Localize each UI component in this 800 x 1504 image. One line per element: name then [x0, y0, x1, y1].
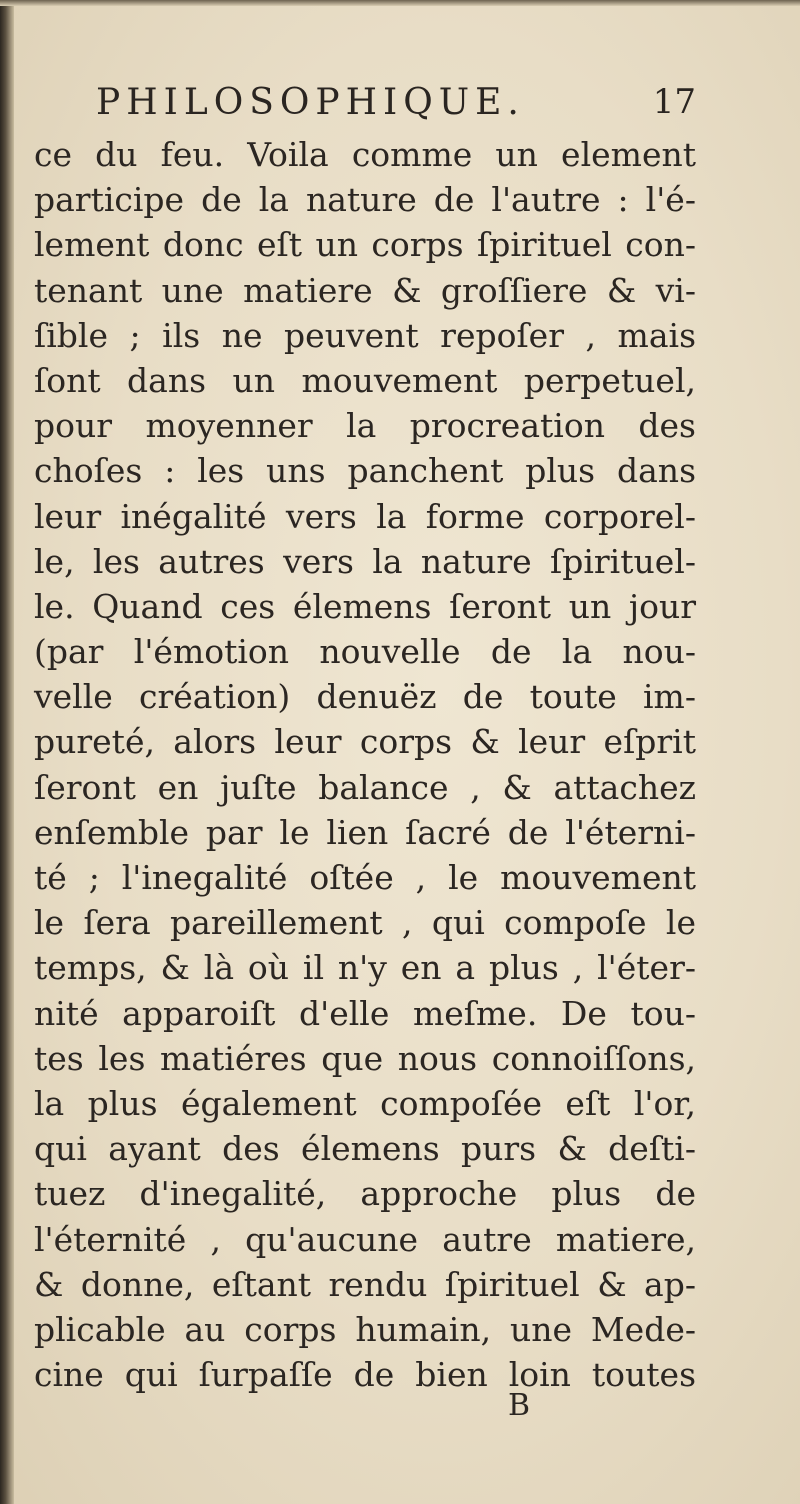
- text-line: leur inégalité vers la forme corporel-: [34, 496, 696, 536]
- body-text: [34, 132, 696, 1397]
- text-line: la plus également compoſée eſt l'or,: [34, 1083, 696, 1123]
- text-line: ſont dans un mouvement perpetuel,: [34, 360, 696, 400]
- text-line: enſemble par le lien ſacré de l'éterni-: [34, 812, 696, 852]
- text-line: participe de la nature de l'autre : l'é-: [34, 180, 696, 220]
- text-line: nité apparoiſt d'elle meſme. De tou-: [34, 993, 696, 1033]
- page-number: 17: [652, 82, 696, 122]
- text-line: tuez d'inegalité, approche plus de: [34, 1174, 696, 1214]
- text-line: tenant une matiere & groſſiere & vi-: [34, 270, 696, 310]
- text-line: tes les matiéres que nous connoiſſons,: [34, 1038, 696, 1078]
- text-line: cine qui ſurpaſſe de bien loin toutes: [34, 1355, 696, 1395]
- text-line: le ſera pareillement , qui compoſe le: [34, 903, 696, 943]
- text-line: (par l'émotion nouvelle de la nou-: [34, 632, 696, 672]
- text-line: temps, & là où il n'y en a plus , l'éter-: [34, 948, 696, 988]
- top-page-edge: [0, 0, 800, 6]
- text-line: ſible ; ils ne peuvent repoſer , mais: [34, 315, 696, 355]
- text-line: pureté, alors leur corps & leur eſprit: [34, 722, 696, 762]
- text-line: le, les autres vers la nature ſpirituel-: [34, 541, 696, 581]
- text-line: pour moyenner la procreation des: [34, 406, 696, 446]
- text-line: & donne, eſtant rendu ſpirituel & ap-: [34, 1264, 696, 1304]
- text-line: té ; l'inegalité oſtée , le mouvement: [34, 858, 696, 897]
- running-title: PHILOSOPHIQUE.: [96, 82, 525, 123]
- text-line: l'éternité , qu'aucune autre matiere,: [34, 1219, 696, 1259]
- text-line: ſeront en juſte balance , & attachez: [34, 767, 696, 807]
- text-line: plicable au corps humain, une Mede-: [34, 1309, 696, 1349]
- text-line: qui ayant des élemens purs & deſti-: [34, 1129, 696, 1169]
- binding-edge: [0, 0, 14, 1504]
- text-line: lement donc eſt un corps ſpirituel con-: [34, 225, 696, 265]
- signature-mark: B: [508, 1388, 531, 1423]
- text-line: le. Quand ces élemens ſeront un jour: [34, 586, 696, 626]
- page-header: [96, 78, 696, 130]
- text-line: choſes : les uns panchent plus dans: [34, 451, 696, 491]
- text-line: velle création) denuëz de toute im-: [34, 677, 696, 717]
- text-line: ce du feu. Voila comme un element: [34, 135, 696, 174]
